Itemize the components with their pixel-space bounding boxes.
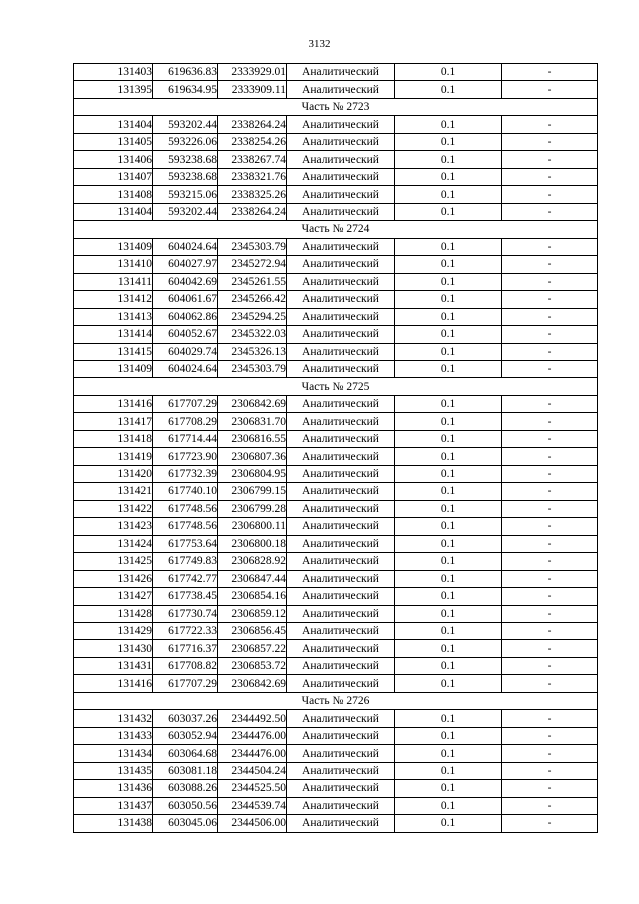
description-cell: - [502, 116, 598, 133]
table-row [74, 675, 598, 692]
description-cell: - [502, 308, 598, 325]
point-id-cell: 131421 [74, 483, 153, 500]
point-id-cell: 131434 [74, 745, 153, 762]
accuracy-cell: 0.1 [395, 64, 502, 81]
y-coordinate-cell: 2306828.92 [218, 553, 287, 570]
table-row [74, 535, 598, 552]
description-cell: - [502, 343, 598, 360]
point-id-cell: 131425 [74, 553, 153, 570]
x-coordinate-cell: 604024.64 [153, 360, 218, 377]
y-coordinate-cell: 2306799.15 [218, 483, 287, 500]
table-row [74, 762, 598, 779]
accuracy-cell: 0.1 [395, 605, 502, 622]
table-row [74, 745, 598, 762]
method-cell: Аналитический [287, 116, 395, 133]
y-coordinate-cell: 2344504.24 [218, 762, 287, 779]
x-coordinate-cell: 619636.83 [153, 64, 218, 81]
method-cell: Аналитический [287, 518, 395, 535]
description-cell: - [502, 710, 598, 727]
description-cell: - [502, 797, 598, 814]
description-cell: - [502, 64, 598, 81]
accuracy-cell: 0.1 [395, 430, 502, 447]
accuracy-cell: 0.1 [395, 448, 502, 465]
point-id-cell: 131415 [74, 343, 153, 360]
point-id-cell: 131413 [74, 308, 153, 325]
accuracy-cell: 0.1 [395, 535, 502, 552]
accuracy-cell: 0.1 [395, 168, 502, 185]
accuracy-cell: 0.1 [395, 710, 502, 727]
accuracy-cell: 0.1 [395, 815, 502, 832]
method-cell: Аналитический [287, 535, 395, 552]
table-row [74, 360, 598, 377]
table-row [74, 343, 598, 360]
y-coordinate-cell: 2344476.00 [218, 745, 287, 762]
part-header: Часть № 2726 [74, 692, 598, 709]
accuracy-cell: 0.1 [395, 203, 502, 220]
accuracy-cell: 0.1 [395, 465, 502, 482]
accuracy-cell: 0.1 [395, 588, 502, 605]
y-coordinate-cell: 2344506.00 [218, 815, 287, 832]
part-header-row [74, 692, 598, 709]
y-coordinate-cell: 2345326.13 [218, 343, 287, 360]
accuracy-cell: 0.1 [395, 675, 502, 692]
method-cell: Аналитический [287, 465, 395, 482]
y-coordinate-cell: 2306857.22 [218, 640, 287, 657]
method-cell: Аналитический [287, 343, 395, 360]
point-id-cell: 131403 [74, 64, 153, 81]
y-coordinate-cell: 2345322.03 [218, 326, 287, 343]
point-id-cell: 131412 [74, 291, 153, 308]
x-coordinate-cell: 593226.06 [153, 133, 218, 150]
accuracy-cell: 0.1 [395, 500, 502, 517]
table-row [74, 797, 598, 814]
description-cell: - [502, 186, 598, 203]
table-row [74, 448, 598, 465]
table-row [74, 518, 598, 535]
point-id-cell: 131417 [74, 413, 153, 430]
x-coordinate-cell: 617722.33 [153, 623, 218, 640]
point-id-cell: 131419 [74, 448, 153, 465]
part-header: Часть № 2725 [74, 378, 598, 395]
description-cell: - [502, 657, 598, 674]
description-cell: - [502, 273, 598, 290]
description-cell: - [502, 203, 598, 220]
table-row [74, 238, 598, 255]
table-row [74, 168, 598, 185]
part-header-row [74, 378, 598, 395]
y-coordinate-cell: 2344539.74 [218, 797, 287, 814]
point-id-cell: 131408 [74, 186, 153, 203]
y-coordinate-cell: 2333929.01 [218, 64, 287, 81]
point-id-cell: 131432 [74, 710, 153, 727]
y-coordinate-cell: 2344525.50 [218, 780, 287, 797]
x-coordinate-cell: 603037.26 [153, 710, 218, 727]
method-cell: Аналитический [287, 623, 395, 640]
description-cell: - [502, 395, 598, 412]
point-id-cell: 131427 [74, 588, 153, 605]
point-id-cell: 131395 [74, 81, 153, 98]
point-id-cell: 131416 [74, 675, 153, 692]
x-coordinate-cell: 603045.06 [153, 815, 218, 832]
point-id-cell: 131429 [74, 623, 153, 640]
description-cell: - [502, 588, 598, 605]
y-coordinate-cell: 2345303.79 [218, 238, 287, 255]
table-row [74, 815, 598, 832]
accuracy-cell: 0.1 [395, 570, 502, 587]
part-header: Часть № 2723 [74, 98, 598, 115]
point-id-cell: 131410 [74, 256, 153, 273]
y-coordinate-cell: 2306859.12 [218, 605, 287, 622]
accuracy-cell: 0.1 [395, 780, 502, 797]
table-row [74, 273, 598, 290]
point-id-cell: 131433 [74, 727, 153, 744]
method-cell: Аналитический [287, 727, 395, 744]
x-coordinate-cell: 603064.68 [153, 745, 218, 762]
point-id-cell: 131424 [74, 535, 153, 552]
point-id-cell: 131407 [74, 168, 153, 185]
method-cell: Аналитический [287, 745, 395, 762]
method-cell: Аналитический [287, 308, 395, 325]
y-coordinate-cell: 2306847.44 [218, 570, 287, 587]
description-cell: - [502, 256, 598, 273]
point-id-cell: 131409 [74, 360, 153, 377]
method-cell: Аналитический [287, 291, 395, 308]
method-cell: Аналитический [287, 64, 395, 81]
accuracy-cell: 0.1 [395, 413, 502, 430]
y-coordinate-cell: 2345303.79 [218, 360, 287, 377]
method-cell: Аналитический [287, 710, 395, 727]
accuracy-cell: 0.1 [395, 762, 502, 779]
method-cell: Аналитический [287, 133, 395, 150]
accuracy-cell: 0.1 [395, 343, 502, 360]
x-coordinate-cell: 593202.44 [153, 203, 218, 220]
point-id-cell: 131405 [74, 133, 153, 150]
table-row [74, 291, 598, 308]
accuracy-cell: 0.1 [395, 238, 502, 255]
point-id-cell: 131437 [74, 797, 153, 814]
description-cell: - [502, 430, 598, 447]
x-coordinate-cell: 617748.56 [153, 500, 218, 517]
method-cell: Аналитический [287, 780, 395, 797]
x-coordinate-cell: 604029.74 [153, 343, 218, 360]
table-row [74, 81, 598, 98]
y-coordinate-cell: 2306804.95 [218, 465, 287, 482]
y-coordinate-cell: 2306856.45 [218, 623, 287, 640]
method-cell: Аналитический [287, 588, 395, 605]
x-coordinate-cell: 593238.68 [153, 168, 218, 185]
x-coordinate-cell: 617749.83 [153, 553, 218, 570]
x-coordinate-cell: 603052.94 [153, 727, 218, 744]
table-row [74, 727, 598, 744]
y-coordinate-cell: 2338254.26 [218, 133, 287, 150]
x-coordinate-cell: 593215.06 [153, 186, 218, 203]
point-id-cell: 131431 [74, 657, 153, 674]
table-row [74, 116, 598, 133]
x-coordinate-cell: 593238.68 [153, 151, 218, 168]
y-coordinate-cell: 2344476.00 [218, 727, 287, 744]
table-row [74, 151, 598, 168]
point-id-cell: 131420 [74, 465, 153, 482]
point-id-cell: 131426 [74, 570, 153, 587]
method-cell: Аналитический [287, 797, 395, 814]
table-row [74, 64, 598, 81]
y-coordinate-cell: 2306816.55 [218, 430, 287, 447]
description-cell: - [502, 151, 598, 168]
point-id-cell: 131414 [74, 326, 153, 343]
point-id-cell: 131418 [74, 430, 153, 447]
method-cell: Аналитический [287, 640, 395, 657]
x-coordinate-cell: 617732.39 [153, 465, 218, 482]
description-cell: - [502, 762, 598, 779]
accuracy-cell: 0.1 [395, 623, 502, 640]
x-coordinate-cell: 617730.74 [153, 605, 218, 622]
y-coordinate-cell: 2338267.74 [218, 151, 287, 168]
x-coordinate-cell: 617708.29 [153, 413, 218, 430]
accuracy-cell: 0.1 [395, 483, 502, 500]
description-cell: - [502, 780, 598, 797]
method-cell: Аналитический [287, 413, 395, 430]
method-cell: Аналитический [287, 168, 395, 185]
accuracy-cell: 0.1 [395, 291, 502, 308]
point-id-cell: 131411 [74, 273, 153, 290]
accuracy-cell: 0.1 [395, 133, 502, 150]
accuracy-cell: 0.1 [395, 256, 502, 273]
x-coordinate-cell: 603081.18 [153, 762, 218, 779]
accuracy-cell: 0.1 [395, 727, 502, 744]
x-coordinate-cell: 617723.90 [153, 448, 218, 465]
point-id-cell: 131409 [74, 238, 153, 255]
x-coordinate-cell: 604042.69 [153, 273, 218, 290]
x-coordinate-cell: 603050.56 [153, 797, 218, 814]
table-row [74, 326, 598, 343]
description-cell: - [502, 815, 598, 832]
accuracy-cell: 0.1 [395, 186, 502, 203]
x-coordinate-cell: 617742.77 [153, 570, 218, 587]
y-coordinate-cell: 2338325.26 [218, 186, 287, 203]
x-coordinate-cell: 604062.86 [153, 308, 218, 325]
part-header: Часть № 2724 [74, 221, 598, 238]
y-coordinate-cell: 2345294.25 [218, 308, 287, 325]
part-header-row [74, 221, 598, 238]
method-cell: Аналитический [287, 570, 395, 587]
description-cell: - [502, 238, 598, 255]
table-row [74, 657, 598, 674]
part-header-row [74, 98, 598, 115]
description-cell: - [502, 675, 598, 692]
accuracy-cell: 0.1 [395, 308, 502, 325]
coordinates-table [73, 63, 598, 833]
method-cell: Аналитический [287, 186, 395, 203]
x-coordinate-cell: 617707.29 [153, 675, 218, 692]
table-row [74, 308, 598, 325]
y-coordinate-cell: 2306842.69 [218, 675, 287, 692]
method-cell: Аналитический [287, 762, 395, 779]
method-cell: Аналитический [287, 238, 395, 255]
description-cell: - [502, 360, 598, 377]
table-row [74, 780, 598, 797]
y-coordinate-cell: 2333909.11 [218, 81, 287, 98]
point-id-cell: 131422 [74, 500, 153, 517]
x-coordinate-cell: 617748.56 [153, 518, 218, 535]
table-row [74, 430, 598, 447]
x-coordinate-cell: 619634.95 [153, 81, 218, 98]
method-cell: Аналитический [287, 483, 395, 500]
y-coordinate-cell: 2306831.70 [218, 413, 287, 430]
point-id-cell: 131438 [74, 815, 153, 832]
x-coordinate-cell: 604052.67 [153, 326, 218, 343]
method-cell: Аналитический [287, 256, 395, 273]
method-cell: Аналитический [287, 395, 395, 412]
point-id-cell: 131404 [74, 116, 153, 133]
y-coordinate-cell: 2306799.28 [218, 500, 287, 517]
description-cell: - [502, 448, 598, 465]
accuracy-cell: 0.1 [395, 81, 502, 98]
method-cell: Аналитический [287, 553, 395, 570]
method-cell: Аналитический [287, 500, 395, 517]
y-coordinate-cell: 2338264.24 [218, 203, 287, 220]
method-cell: Аналитический [287, 326, 395, 343]
accuracy-cell: 0.1 [395, 745, 502, 762]
method-cell: Аналитический [287, 675, 395, 692]
point-id-cell: 131416 [74, 395, 153, 412]
table-row [74, 500, 598, 517]
table-row [74, 133, 598, 150]
description-cell: - [502, 500, 598, 517]
y-coordinate-cell: 2345261.55 [218, 273, 287, 290]
table-row [74, 710, 598, 727]
description-cell: - [502, 81, 598, 98]
method-cell: Аналитический [287, 273, 395, 290]
x-coordinate-cell: 604024.64 [153, 238, 218, 255]
method-cell: Аналитический [287, 81, 395, 98]
table-row [74, 413, 598, 430]
x-coordinate-cell: 603088.26 [153, 780, 218, 797]
table-row [74, 553, 598, 570]
accuracy-cell: 0.1 [395, 116, 502, 133]
description-cell: - [502, 465, 598, 482]
y-coordinate-cell: 2338264.24 [218, 116, 287, 133]
description-cell: - [502, 640, 598, 657]
method-cell: Аналитический [287, 815, 395, 832]
description-cell: - [502, 413, 598, 430]
accuracy-cell: 0.1 [395, 553, 502, 570]
description-cell: - [502, 326, 598, 343]
y-coordinate-cell: 2306854.16 [218, 588, 287, 605]
y-coordinate-cell: 2338321.76 [218, 168, 287, 185]
method-cell: Аналитический [287, 203, 395, 220]
accuracy-cell: 0.1 [395, 518, 502, 535]
x-coordinate-cell: 617753.64 [153, 535, 218, 552]
method-cell: Аналитический [287, 657, 395, 674]
y-coordinate-cell: 2344492.50 [218, 710, 287, 727]
table-row [74, 570, 598, 587]
y-coordinate-cell: 2306807.36 [218, 448, 287, 465]
description-cell: - [502, 535, 598, 552]
y-coordinate-cell: 2306800.11 [218, 518, 287, 535]
table-row [74, 256, 598, 273]
description-cell: - [502, 623, 598, 640]
description-cell: - [502, 727, 598, 744]
point-id-cell: 131406 [74, 151, 153, 168]
table-row [74, 605, 598, 622]
y-coordinate-cell: 2345272.94 [218, 256, 287, 273]
x-coordinate-cell: 617740.10 [153, 483, 218, 500]
x-coordinate-cell: 617738.45 [153, 588, 218, 605]
accuracy-cell: 0.1 [395, 797, 502, 814]
table-row [74, 623, 598, 640]
method-cell: Аналитический [287, 605, 395, 622]
table-row [74, 640, 598, 657]
method-cell: Аналитический [287, 430, 395, 447]
table-row [74, 483, 598, 500]
description-cell: - [502, 605, 598, 622]
y-coordinate-cell: 2306853.72 [218, 657, 287, 674]
y-coordinate-cell: 2345266.42 [218, 291, 287, 308]
point-id-cell: 131430 [74, 640, 153, 657]
point-id-cell: 131428 [74, 605, 153, 622]
description-cell: - [502, 553, 598, 570]
description-cell: - [502, 745, 598, 762]
point-id-cell: 131435 [74, 762, 153, 779]
method-cell: Аналитический [287, 360, 395, 377]
method-cell: Аналитический [287, 448, 395, 465]
x-coordinate-cell: 593202.44 [153, 116, 218, 133]
accuracy-cell: 0.1 [395, 273, 502, 290]
point-id-cell: 131423 [74, 518, 153, 535]
description-cell: - [502, 168, 598, 185]
description-cell: - [502, 133, 598, 150]
point-id-cell: 131404 [74, 203, 153, 220]
table-row [74, 186, 598, 203]
accuracy-cell: 0.1 [395, 395, 502, 412]
x-coordinate-cell: 604061.67 [153, 291, 218, 308]
description-cell: - [502, 518, 598, 535]
description-cell: - [502, 570, 598, 587]
y-coordinate-cell: 2306800.18 [218, 535, 287, 552]
accuracy-cell: 0.1 [395, 326, 502, 343]
accuracy-cell: 0.1 [395, 151, 502, 168]
x-coordinate-cell: 617716.37 [153, 640, 218, 657]
accuracy-cell: 0.1 [395, 657, 502, 674]
table-body [74, 64, 598, 833]
point-id-cell: 131436 [74, 780, 153, 797]
x-coordinate-cell: 604027.97 [153, 256, 218, 273]
method-cell: Аналитический [287, 151, 395, 168]
table-row [74, 203, 598, 220]
table-row [74, 395, 598, 412]
accuracy-cell: 0.1 [395, 640, 502, 657]
y-coordinate-cell: 2306842.69 [218, 395, 287, 412]
x-coordinate-cell: 617707.29 [153, 395, 218, 412]
description-cell: - [502, 483, 598, 500]
description-cell: - [502, 291, 598, 308]
accuracy-cell: 0.1 [395, 360, 502, 377]
x-coordinate-cell: 617714.44 [153, 430, 218, 447]
table-row [74, 588, 598, 605]
page-number: 3132 [308, 38, 331, 50]
table-row [74, 465, 598, 482]
x-coordinate-cell: 617708.82 [153, 657, 218, 674]
